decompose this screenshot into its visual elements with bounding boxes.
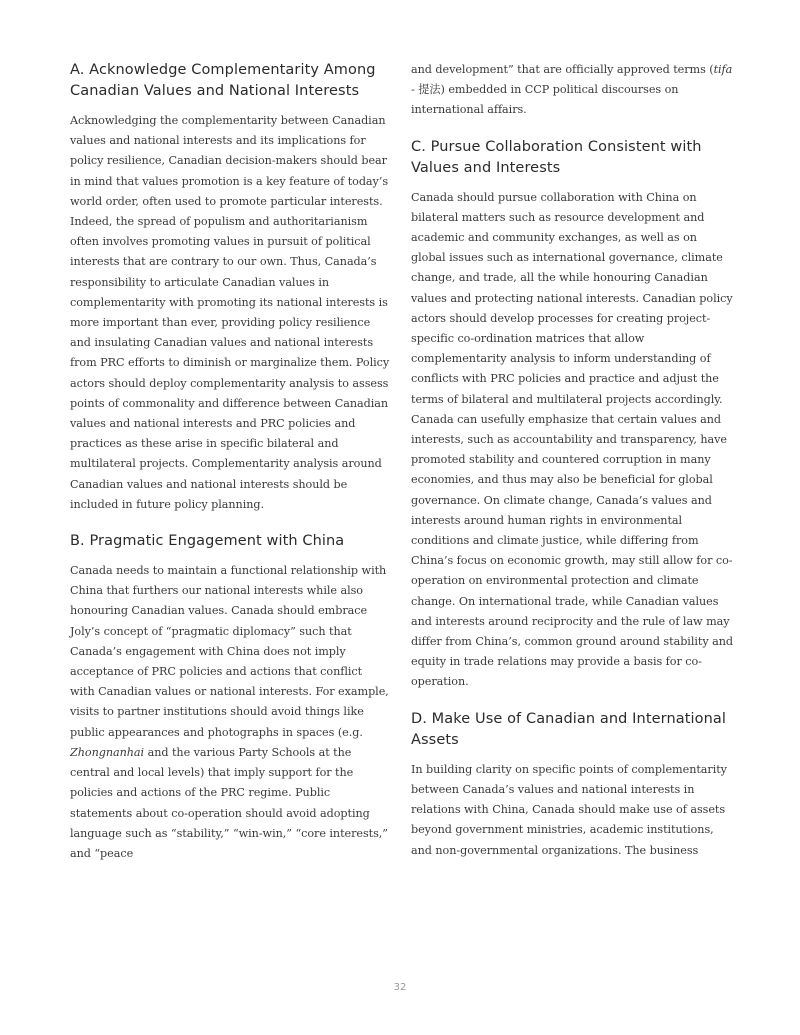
section-b-continuation-part2: - 提法) embedded in CCP political discourses on international affairs. bbox=[411, 83, 679, 117]
section-b-body bbox=[70, 561, 390, 864]
section-d-heading: D. Make Use of Canadian and International Assets bbox=[411, 710, 727, 748]
section-b-body-part1: Canada needs to maintain a functional relationship with China that furthers our national interests while also honouring Canadian values. Canada should embrace Joly’s concept of “pragmatic diplomacy” such that Canada’s engagement with China does not imply acceptance of PRC policies and actions that conflict with Canadian values or national interests. For example, visits to partner institutions should avoid things like public appearances and photographs in spaces (e.g. bbox=[70, 564, 389, 739]
section-gap bbox=[411, 121, 733, 137]
page-number: 32 bbox=[393, 982, 407, 993]
right-column bbox=[411, 60, 733, 861]
left-column bbox=[70, 60, 390, 864]
section-c-body: Canada should pursue collaboration with China on bilateral matters such as resource development and academic and community exchanges, as well as on global issues such as international governance, climate change, and trade, all the while honouring Canadian values and protecting national interests. Canadian policy actors should develop processes for creating project-specific co-ordination matrices that allow complementarity analysis to inform understanding of conflicts with PRC policies and practice and adjust the terms of bilateral and multilateral projects accordingly. Canada can usefully emphasize that certain values and interests, such as accountability and transparency, have promoted stability and countered corruption in many economies, and thus may also be beneficial for global governance. On climate change, Canada’s values and interests around human rights in environmental conditions and climate justice, while differing from China’s focus on economic growth, may still allow for co-operation on environmental protection and climate change. On international trade, while Canadian values and interests around reciprocity and the rule of law may differ from China’s, common ground around stability and equity in trade relations may provide a basis for co-operation. bbox=[411, 190, 733, 689]
section-gap bbox=[70, 515, 390, 531]
section-gap bbox=[411, 693, 733, 709]
section-d-body: In building clarity on specific points of complementarity between Canada’s values and national interests in relations with China, Canada should make use of assets beyond government ministries, academic institutions, and non-governmental organizations. The business bbox=[411, 762, 727, 857]
section-a-heading: A. Acknowledge Complementarity Among Canadian Values and National Interests bbox=[70, 62, 376, 99]
section-c-heading: C. Pursue Collaboration Consistent with Values and Interests bbox=[411, 138, 702, 176]
section-b-continuation-italic: tifa bbox=[713, 63, 733, 76]
section-b-continuation bbox=[411, 60, 733, 121]
section-a-body: Acknowledging the complementarity between Canadian values and national interests and its implications for policy resilience, Canadian decision-makers should bear in mind that values promotion is a key feature of today’s world order, often used to promote particular interests. Indeed, the spread of populism and authoritarianism often involves promoting values in pursuit of political interests that are contrary to our own. Thus, Canada’s responsibility to articulate Canadian values in complementarity with promoting its national interests is more important than ever, providing policy resilience and insulating Canadian values and national interests from PRC efforts to diminish or marginalize them. Policy actors should deploy complementarity analysis to assess points of commonality and difference between Canadian values and national interests and PRC policies and practices as these arise in specific bilateral and multilateral projects. Complementarity analysis around Canadian values and national interests should be included in future policy planning. bbox=[70, 114, 390, 511]
section-b-continuation-part1: and development” that are officially approved terms ( bbox=[411, 63, 714, 76]
section-b-heading: B. Pragmatic Engagement with China bbox=[70, 533, 345, 550]
section-b-italic-term: Zhongnanhai bbox=[70, 745, 145, 759]
section-b-body-part2: and the various Party Schools at the central and local levels) that imply support for the policies and actions of the PRC regime. Public statements about co-operation should avoid adopting language such as “stability,” “win-win,” “core interests,” and “peace bbox=[70, 745, 388, 860]
